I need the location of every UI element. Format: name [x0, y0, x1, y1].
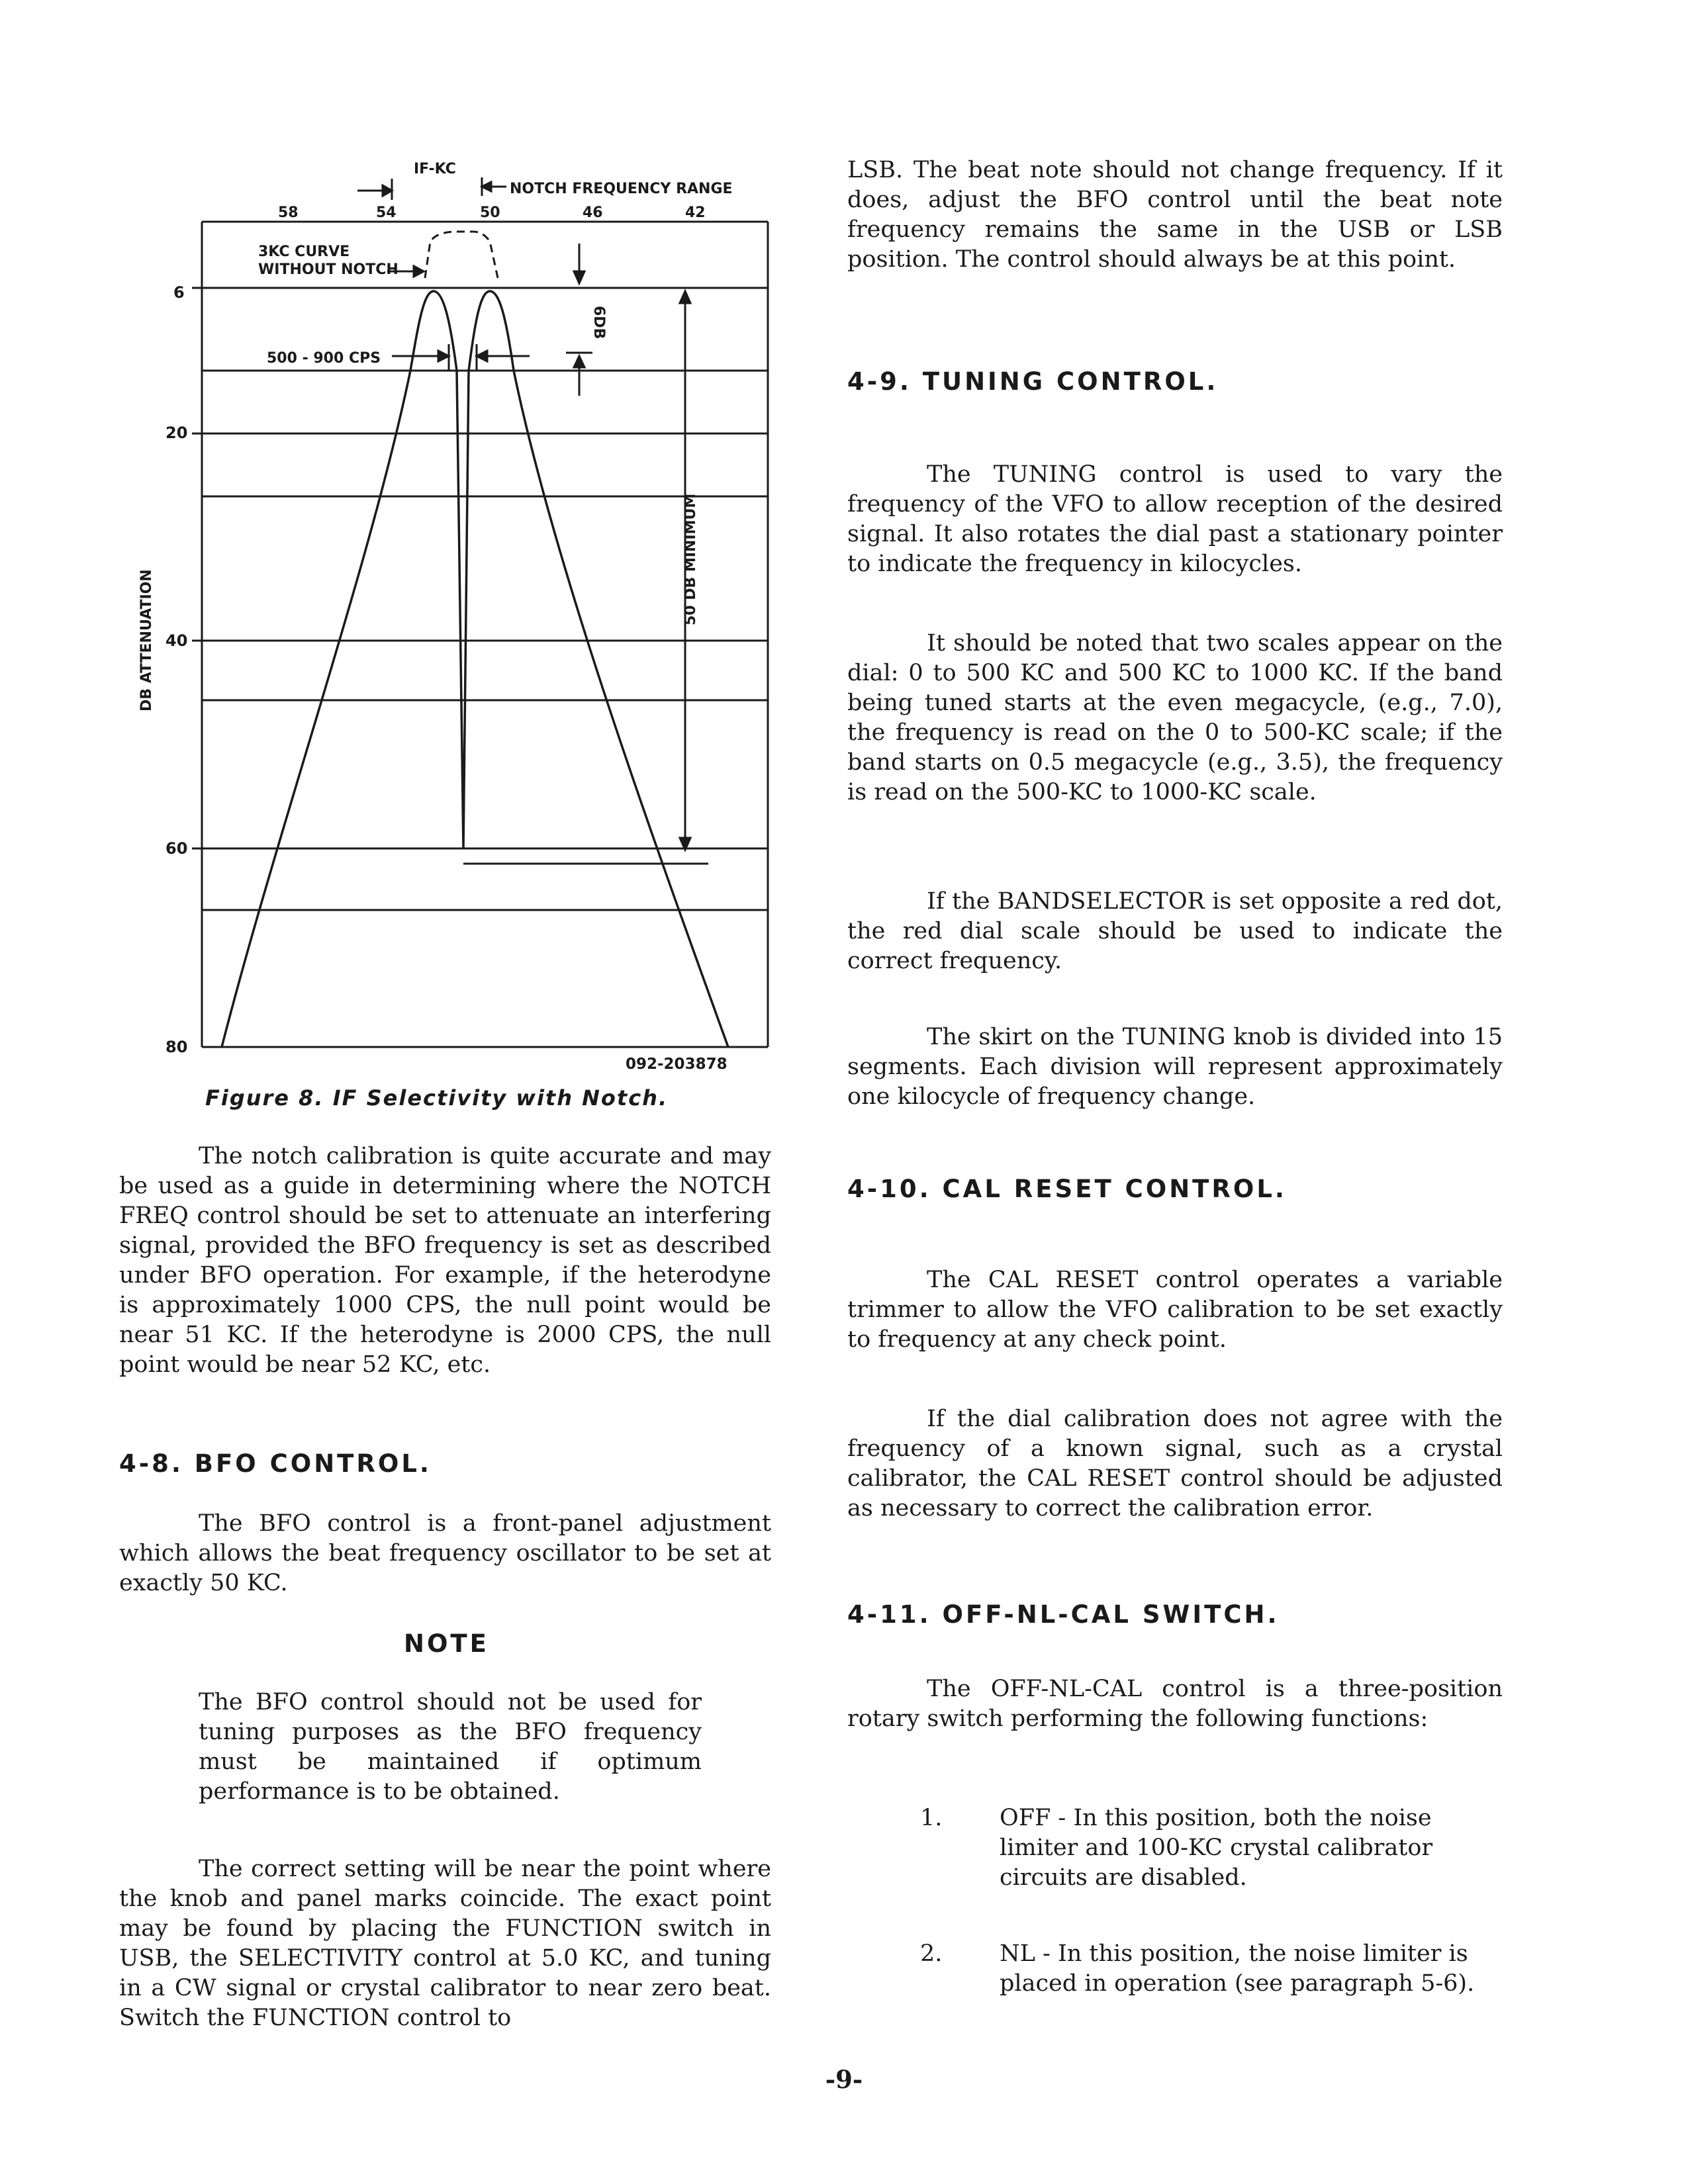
- dial-calibration-paragraph: If the dial calibration does not agree with the frequency of a known signal, such as a crystal calibrator, the CAL RESET control should be adjusted as necessary to correct the calibration error.: [847, 1406, 1503, 1522]
- curve-label-line1: 3KC CURVE: [258, 244, 350, 260]
- grid-lines: [192, 288, 768, 910]
- x-tick-46: 46: [583, 205, 603, 221]
- if-selectivity-figure: [0, 0, 794, 1125]
- y-tick-60: 60: [165, 839, 188, 858]
- list-text: NL - In this position, the noise limiter is placed in operation (see paragraph 5-6).: [1000, 1940, 1475, 1997]
- selectivity-curve-with-notch: [222, 291, 728, 1047]
- x-tick-42: 42: [685, 205, 706, 221]
- x-tick-54: 54: [376, 205, 397, 221]
- cps-label: 500 - 900 CPS: [267, 350, 381, 367]
- figure-caption: Figure 8. IF Selectivity with Notch.: [205, 1085, 669, 1111]
- list-text: OFF - In this position, both the noise limiter and 100-KC crystal calibrator circuits are disabled.: [1000, 1805, 1433, 1891]
- lsb-paragraph: LSB. The beat note should not change frequency. If it does, adjust the BFO control until the beat note frequency remains the same in the USB or LSB position. The control should always be at this point.: [847, 157, 1503, 273]
- note-title: NOTE: [404, 1629, 489, 1658]
- db50-label: 50 DB MINIMUM: [682, 493, 699, 625]
- list-item: [920, 1939, 1503, 2032]
- list-number: 1.: [920, 1805, 943, 1831]
- tuning-control-paragraph: The TUNING control is used to vary the frequency of the VFO to allow reception of the desired signal. It also rotates the dial past a stationary pointer to indicate the frequency in kilocycles.: [847, 461, 1503, 577]
- list-number: 2.: [920, 1940, 943, 1967]
- curve-label-line2: WITHOUT NOTCH: [258, 261, 399, 278]
- dial-scales-paragraph: It should be noted that two scales appear on the dial: 0 to 500 KC and 500 KC to 1000 KC. If the band being tuned starts at the even megacycle, (e.g., 7.0), the frequency is read on the 0 to 500-KC scale; if the band starts on 0.5 megacycle (e.g., 3.5), the frequency is read on the 500-KC to 1000-KC scale.: [847, 630, 1503, 805]
- y-tick-40: 40: [165, 631, 188, 650]
- band-selector-paragraph: If the BANDSELECTOR is set opposite a red dot, the red dial scale should be used to indicate the correct frequency.: [847, 888, 1503, 974]
- tuning-knob-paragraph: The skirt on the TUNING knob is divided into 15 segments. Each division will represent approximately one kilocycle of frequency change.: [847, 1024, 1503, 1110]
- y-axis-label: DB ATTENUATION: [138, 569, 155, 711]
- db50-marker: [463, 291, 708, 864]
- notch-frequency-range-label: NOTCH FREQUENCY RANGE: [510, 181, 733, 197]
- heading-tuning-control: 4-9. TUNING CONTROL.: [847, 367, 1219, 396]
- cal-reset-paragraph: The CAL RESET control operates a variable trimmer to allow the VFO calibration to be set exactly to frequency at any check point.: [847, 1267, 1503, 1353]
- db6-label: 6DB: [590, 306, 607, 340]
- if-kc-arrow: [357, 179, 392, 200]
- x-tick-58: 58: [278, 205, 299, 221]
- bfo-control-paragraph: The BFO control is a front-panel adjustment which allows the beat frequency oscillator to be set at exactly 50 KC.: [119, 1510, 771, 1596]
- y-tick-6: 6: [173, 283, 185, 302]
- heading-off-nl-cal-switch: 4-11. OFF-NL-CAL SWITCH.: [847, 1600, 1280, 1629]
- note-text: The BFO control should not be used for tuning purposes as the BFO frequency must be maintained if optimum performance is to be obtained.: [199, 1689, 702, 1805]
- if-kc-label: IF-KC: [414, 161, 456, 177]
- db6-marker: [566, 244, 592, 396]
- page-number: -9-: [825, 2065, 863, 2094]
- off-nl-cal-paragraph: The OFF-NL-CAL control is a three-position rotary switch performing the following functions:: [847, 1676, 1503, 1732]
- notch-range-arrow: [482, 177, 506, 196]
- heading-cal-reset-control: 4-10. CAL RESET CONTROL.: [847, 1175, 1287, 1203]
- x-tick-50: 50: [480, 205, 500, 221]
- heading-bfo-control: 4-8. BFO CONTROL.: [119, 1449, 432, 1478]
- y-tick-20: 20: [165, 424, 188, 442]
- part-number: 092-203878: [626, 1056, 727, 1073]
- curve-without-notch: [425, 232, 498, 278]
- notch-calibration-paragraph: The notch calibration is quite accurate and may be used as a guide in determining where the NOTCH FREQ control should be set to attenuate an interfering signal, provided the BFO frequency is set as described under BFO operation. For example, if the heterodyne is approximately 1000 CPS, the null point would be near 51 KC. If the heterodyne is 2000 CPS, the null point would be near 52 KC, etc.: [119, 1143, 771, 1378]
- y-tick-80: 80: [165, 1038, 188, 1056]
- correct-setting-paragraph: The correct setting will be near the point where the knob and panel marks coincide. The exact point may be found by placing the FUNCTION switch in USB, the SELECTIVITY control at 5.0 KC, and tuning in a CW signal or crystal calibrator to near zero beat. Switch the FUNCTION control to: [119, 1856, 771, 2031]
- list-item: [920, 1803, 1503, 1896]
